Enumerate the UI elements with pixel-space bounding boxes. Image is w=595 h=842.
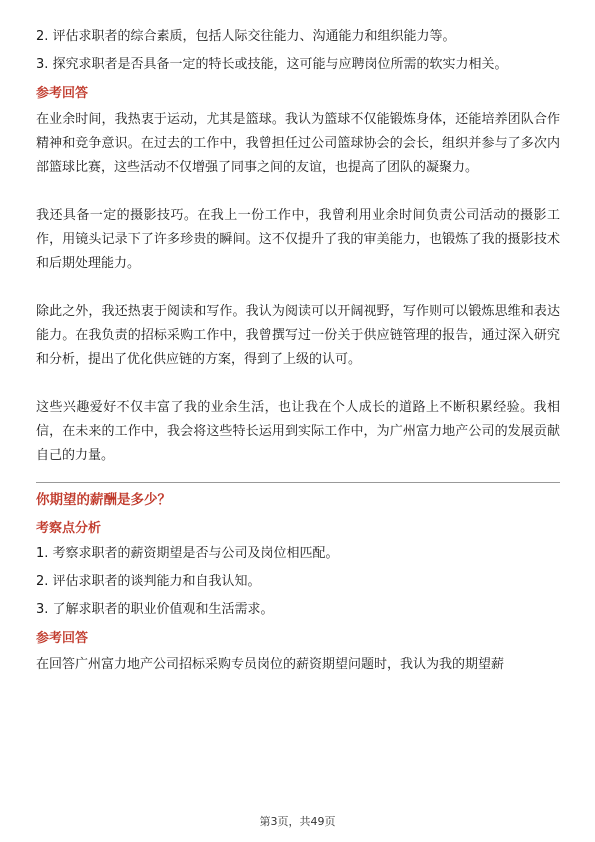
- section-divider: [36, 482, 560, 483]
- answer-paragraph: 这些兴趣爱好不仅丰富了我的业余生活，也让我在个人成长的道路上不断积累经验。我相信，在未来的工作中，我会将这些特长运用到实际工作中，为广州富力地产公司的发展贡献自己的力量。: [36, 400, 560, 463]
- answer-paragraph: 在回答广州富力地产公司招标采购专员岗位的薪资期望问题时，我认为我的期望薪: [36, 657, 505, 672]
- question-title: 你期望的薪酬是多少？: [36, 492, 171, 508]
- list-item: 1. 考察求职者的薪资期望是否与公司及岗位相匹配。: [36, 546, 339, 561]
- answer-paragraph: 除此之外，我还热衷于阅读和写作。我认为阅读可以开阔视野，写作则可以锻炼思维和表达能力。在我负责的招标采购工作中，我曾撰写过一份关于供应链管理的报告，通过深入研究和分析，提出了优化供应链的方案，得到了上级的认可。: [36, 304, 560, 367]
- list-item: 2. 评估求职者的谈判能力和自我认知。: [36, 574, 261, 589]
- list-item: 2. 评估求职者的综合素质，包括人际交往能力、沟通能力和组织能力等。: [36, 29, 456, 44]
- answer-paragraph: 我还具备一定的摄影技巧。在我上一份工作中，我曾利用业余时间负责公司活动的摄影工作，用镜头记录下了许多珍贵的瞬间。这不仅提升了我的审美能力，也锻炼了我的摄影技术和后期处理能力。: [36, 208, 560, 271]
- list-item: 3. 探究求职者是否具备一定的特长或技能，这可能与应聘岗位所需的软实力相关。: [36, 57, 508, 72]
- page-footer: 第3页，共49页: [259, 815, 336, 828]
- reference-answer-label: 参考回答: [36, 86, 89, 101]
- list-item: 3. 了解求职者的职业价值观和生活需求。: [36, 602, 274, 617]
- page-content: [36, 26, 560, 677]
- reference-answer-label: 参考回答: [36, 631, 89, 646]
- answer-paragraph: 在业余时间，我热衷于运动，尤其是篮球。我认为篮球不仅能锻炼身体，还能培养团队合作精神和竞争意识。在过去的工作中，我曾担任过公司篮球协会的会长，组织并参与了多次内部篮球比赛，这些活动不仅增强了同事之间的友谊，也提高了团队的凝聚力。: [36, 112, 560, 175]
- analysis-label: 考察点分析: [36, 521, 102, 536]
